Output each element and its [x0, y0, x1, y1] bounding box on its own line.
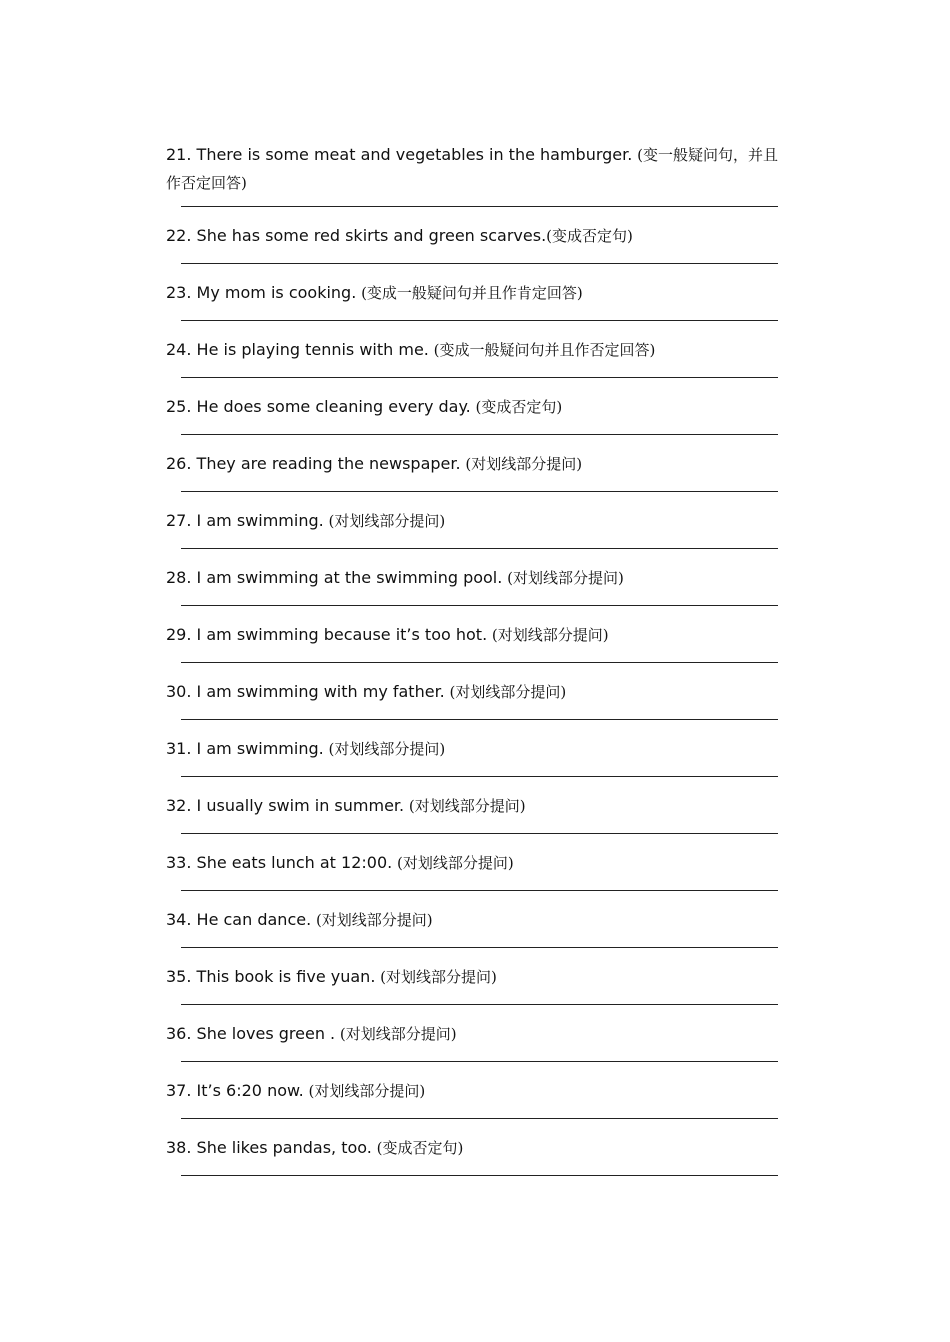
question-text [166, 507, 780, 535]
question-text [166, 792, 780, 820]
question-instruction: (变成否定句) [470, 398, 563, 416]
question-number: 34. [166, 910, 192, 929]
answer-line[interactable] [181, 833, 778, 834]
answer-line[interactable] [181, 548, 778, 549]
answer-line[interactable] [181, 1175, 778, 1176]
question-instruction: (变成一般疑问句并且作肯定回答) [356, 284, 583, 302]
question-number: 25. [166, 397, 192, 416]
question-number: 29. [166, 625, 192, 644]
question-sentence: He is playing tennis with me. [196, 340, 429, 359]
question-29 [166, 621, 780, 663]
answer-line[interactable] [181, 947, 778, 948]
question-sentence: She likes pandas, too. [196, 1138, 372, 1157]
question-sentence: He does some cleaning every day. [196, 397, 471, 416]
question-34 [166, 906, 780, 948]
question-number: 35. [166, 967, 192, 986]
question-instruction: (变成否定句) [546, 227, 633, 245]
answer-line[interactable] [181, 605, 778, 606]
question-number: 36. [166, 1024, 192, 1043]
question-sentence: I am swimming at the swimming pool. [196, 568, 503, 587]
question-number: 22. [166, 226, 192, 245]
question-list [166, 141, 780, 1191]
question-number: 31. [166, 739, 192, 758]
question-number: 28. [166, 568, 192, 587]
question-text [166, 1077, 780, 1105]
question-number: 30. [166, 682, 192, 701]
question-text [166, 1134, 780, 1162]
question-sentence: I am swimming. [196, 511, 324, 530]
question-instruction: (对划线部分提问) [487, 626, 609, 644]
question-sentence: My mom is cooking. [196, 283, 357, 302]
answer-line[interactable] [181, 320, 778, 321]
question-number: 38. [166, 1138, 192, 1157]
question-sentence: She loves green . [196, 1024, 336, 1043]
question-text [166, 678, 780, 706]
question-number: 23. [166, 283, 192, 302]
question-text [166, 1020, 780, 1048]
question-instruction: (变一般疑问句，并且作否定回答) [166, 146, 778, 192]
question-text [166, 735, 780, 763]
answer-line[interactable] [181, 890, 778, 891]
question-text [166, 393, 780, 421]
question-instruction: (对划线部分提问) [323, 740, 446, 758]
question-sentence: She has some red skirts and green scarves. [196, 226, 547, 245]
question-27 [166, 507, 780, 549]
question-instruction: (对划线部分提问) [460, 455, 583, 473]
question-text [166, 849, 780, 877]
question-number: 33. [166, 853, 192, 872]
question-text [166, 621, 780, 649]
question-number: 37. [166, 1081, 192, 1100]
question-sentence: They are reading the newspaper. [196, 454, 461, 473]
question-sentence: I am swimming. [196, 739, 324, 758]
question-25 [166, 393, 780, 435]
question-number: 24. [166, 340, 192, 359]
question-instruction: (对划线部分提问) [392, 854, 514, 872]
question-sentence: There is some meat and vegetables in the hamburger. [196, 145, 633, 164]
answer-line[interactable] [181, 377, 778, 378]
question-35 [166, 963, 780, 1005]
question-sentence: This book is five yuan. [196, 967, 376, 986]
question-sentence: He can dance. [196, 910, 312, 929]
question-instruction: (对划线部分提问) [311, 911, 433, 929]
answer-line[interactable] [181, 206, 778, 207]
question-instruction: (对划线部分提问) [335, 1025, 457, 1043]
question-30 [166, 678, 780, 720]
question-sentence: I usually swim in summer. [196, 796, 405, 815]
question-instruction: (对划线部分提问) [303, 1082, 426, 1100]
question-number: 26. [166, 454, 192, 473]
question-23 [166, 279, 780, 321]
question-text [166, 279, 780, 307]
question-text [166, 336, 780, 364]
question-sentence: I am swimming because it’s too hot. [196, 625, 488, 644]
question-32 [166, 792, 780, 834]
answer-line[interactable] [181, 263, 778, 264]
answer-line[interactable] [181, 1061, 778, 1062]
answer-line[interactable] [181, 662, 778, 663]
answer-line[interactable] [181, 719, 778, 720]
question-instruction: (对划线部分提问) [502, 569, 624, 587]
answer-line[interactable] [181, 1118, 778, 1119]
question-sentence: She eats lunch at 12:00. [196, 853, 393, 872]
question-text [166, 141, 780, 197]
question-text [166, 450, 780, 478]
question-24 [166, 336, 780, 378]
answer-line[interactable] [181, 776, 778, 777]
question-instruction: (变成一般疑问句并且作否定回答) [428, 341, 656, 359]
question-26 [166, 450, 780, 492]
question-sentence: I am swimming with my father. [196, 682, 445, 701]
question-37 [166, 1077, 780, 1119]
question-38 [166, 1134, 780, 1176]
question-22 [166, 222, 780, 264]
question-instruction: (对划线部分提问) [323, 512, 446, 530]
answer-line[interactable] [181, 491, 778, 492]
question-text [166, 222, 780, 250]
question-28 [166, 564, 780, 606]
question-33 [166, 849, 780, 891]
question-instruction: (对划线部分提问) [404, 797, 526, 815]
answer-line[interactable] [181, 434, 778, 435]
question-text [166, 564, 780, 592]
question-number: 21. [166, 145, 192, 164]
question-number: 27. [166, 511, 192, 530]
question-sentence: It’s 6:20 now. [196, 1081, 304, 1100]
question-instruction: (变成否定句) [371, 1139, 464, 1157]
question-text [166, 963, 780, 991]
question-31 [166, 735, 780, 777]
question-21 [166, 141, 780, 207]
answer-line[interactable] [181, 1004, 778, 1005]
question-instruction: (对划线部分提问) [375, 968, 497, 986]
question-number: 32. [166, 796, 192, 815]
question-36 [166, 1020, 780, 1062]
question-instruction: (对划线部分提问) [444, 683, 567, 701]
question-text [166, 906, 780, 934]
